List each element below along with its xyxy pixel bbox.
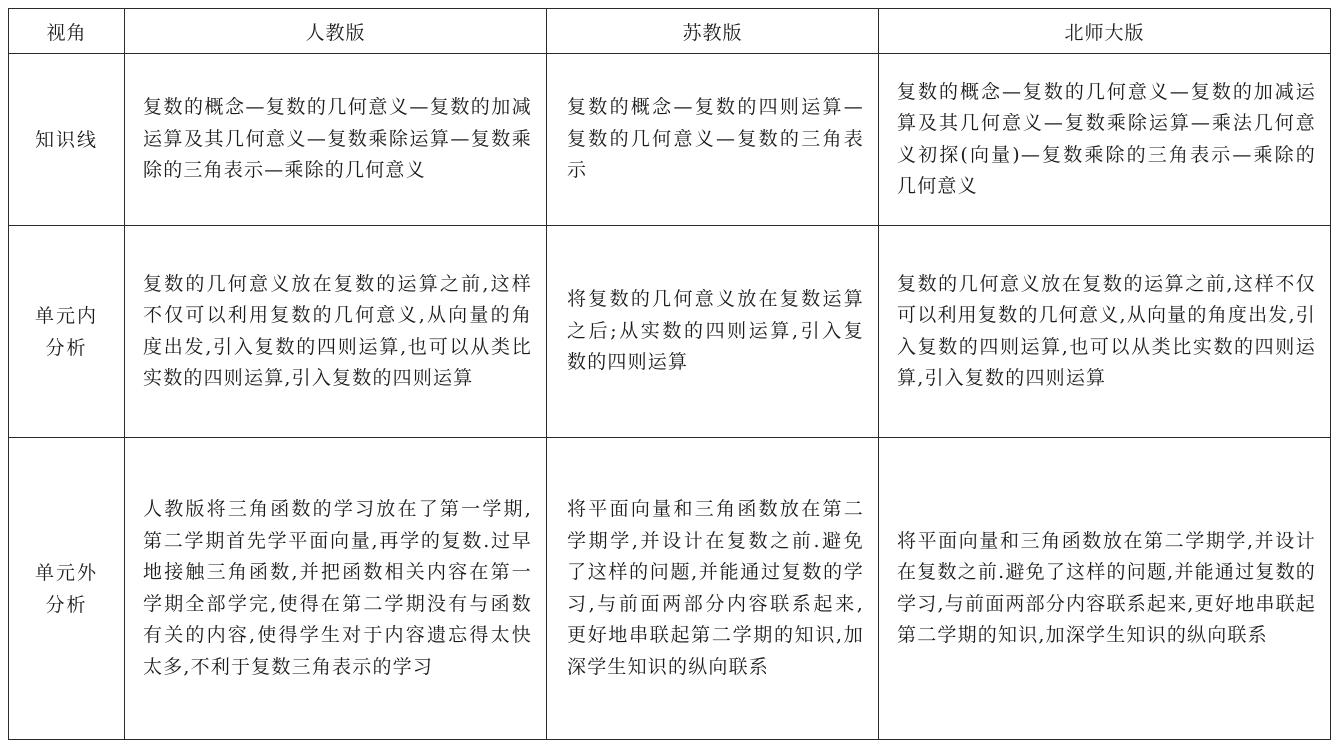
cell-text: 将复数的几何意义放在复数运算之后;从实数的四则运算,引入复数的四则运算 — [567, 288, 864, 374]
row-label-knowledge-line — [9, 54, 125, 226]
row-label-line1: 单元内 — [34, 304, 98, 327]
comparison-table — [8, 8, 1331, 740]
cell-text: 将平面向量和三角函数放在第二学期学,并设计在复数之前.避免了这样的问题,并能通过复数的学习,与前面两部分内容联系起来,更好地串联起第二学期的知识,加深学生知识的纵向联系 — [567, 498, 864, 678]
cell-text: 将平面向量和三角函数放在第二学期学,并设计在复数之前.避免了这样的问题,并能通过复数的学习,与前面两部分内容联系起来,更好地串联起第二学期的知识,加深学生知识的纵向联系 — [897, 529, 1316, 646]
cell-sujiao-outer — [547, 438, 879, 740]
header-row — [9, 9, 1331, 54]
row-label-inner-analysis — [9, 226, 125, 438]
cell-sujiao-knowledge — [547, 54, 879, 226]
cell-beishida-inner — [879, 226, 1331, 438]
table-row-inner-analysis — [9, 226, 1331, 438]
header-sujiao: 苏教版 — [547, 9, 879, 54]
cell-text: 复数的几何意义放在复数的运算之前,这样不仅可以利用复数的几何意义,从向量的角度出发,引入复数的四则运算,也可以从类比实数的四则运算,引入复数的四则运算 — [897, 272, 1316, 389]
row-label-line2: 分析 — [45, 593, 88, 616]
cell-text: 复数的几何意义放在复数的运算之前,这样不仅可以利用复数的几何意义,从向量的角度出发,引入复数的四则运算,也可以从类比实数的四则运算,引入复数的四则运算 — [143, 272, 532, 389]
cell-beishida-outer — [879, 438, 1331, 740]
table-header — [9, 9, 1331, 54]
cell-renjiao-outer — [125, 438, 547, 740]
cell-text: 复数的概念—复数的四则运算—复数的几何意义—复数的三角表示 — [567, 96, 864, 182]
cell-renjiao-inner — [125, 226, 547, 438]
table-row-outer-analysis — [9, 438, 1331, 740]
cell-renjiao-knowledge — [125, 54, 547, 226]
cell-text: 复数的概念—复数的几何意义—复数的加减运算及其几何意义—复数乘除运算—复数乘除的三角表示—乘除的几何意义 — [143, 96, 532, 182]
cell-text: 人教版将三角函数的学习放在了第一学期,第二学期首先学平面向量,再学的复数.过早地接触三角函数,并把函数相关内容在第一学期全部学完,使得在第二学期没有与函数有关的内容,使得学生对于内容遗忘得太快太多,不利于复数三角表示的学习 — [143, 498, 532, 678]
header-view: 视角 — [9, 9, 125, 54]
row-label-line1: 知识线 — [34, 128, 98, 151]
table-row-knowledge-line — [9, 54, 1331, 226]
row-label-line1: 单元外 — [34, 561, 98, 584]
row-label-outer-analysis — [9, 438, 125, 740]
cell-beishida-knowledge — [879, 54, 1331, 226]
header-renjiao: 人教版 — [125, 9, 547, 54]
header-beishida: 北师大版 — [879, 9, 1331, 54]
table-body — [9, 54, 1331, 740]
cell-text: 复数的概念—复数的几何意义—复数的加减运算及其几何意义—复数乘除运算—乘法几何意义初探(向量)—复数乘除的三角表示—乘除的几何意义 — [897, 80, 1316, 197]
row-label-line2: 分析 — [45, 336, 88, 359]
cell-sujiao-inner — [547, 226, 879, 438]
